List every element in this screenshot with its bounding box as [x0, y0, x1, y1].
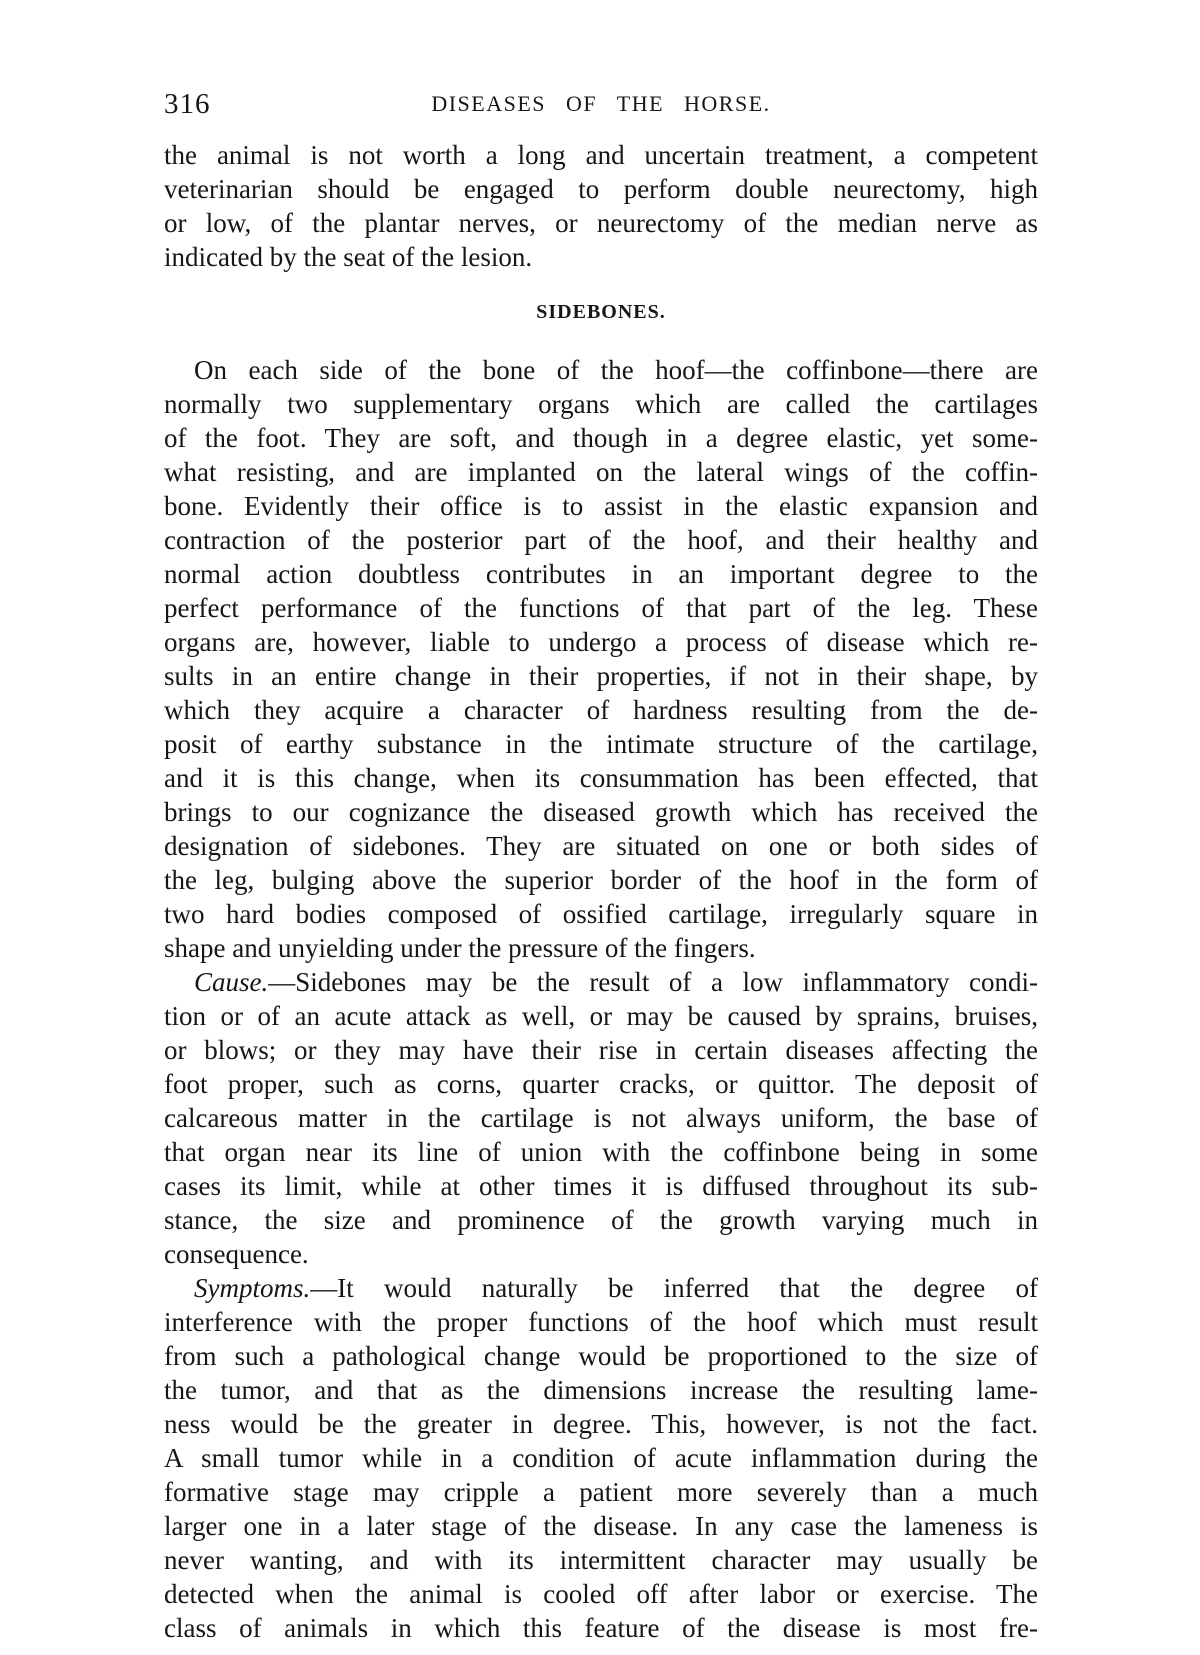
text-line: detected when the animal is cooled off after labor or exercise. The	[164, 1579, 1038, 1609]
text-line: On each side of the bone of the hoof—the coffinbone—there are	[194, 355, 1038, 385]
text-line: shape and unyielding under the pressure of the fingers.	[164, 933, 756, 963]
text-line: consequence.	[164, 1239, 309, 1269]
text-line: the animal is not worth a long and uncertain treatment, a competent	[164, 140, 1038, 170]
text-line: cases its limit, while at other times it is diffused throughout its sub-	[164, 1171, 1038, 1201]
paragraph	[164, 138, 1038, 274]
text-line: which they acquire a character of hardness resulting from the de-	[164, 695, 1038, 725]
paragraph	[164, 1271, 1038, 1645]
text-line: normally two supplementary organs which are called the cartilages	[164, 389, 1038, 419]
text-line: or low, of the plantar nerves, or neurectomy of the median nerve as	[164, 208, 1038, 238]
text-line: perfect performance of the functions of that part of the leg. These	[164, 593, 1038, 623]
text-line: the leg, bulging above the superior border of the hoof in the form of	[164, 865, 1038, 895]
text-line: brings to our cognizance the diseased growth which has received the	[164, 797, 1038, 827]
text-line: the tumor, and that as the dimensions increase the resulting lame-	[164, 1375, 1038, 1405]
body-text	[164, 138, 1038, 1645]
text-line: veterinarian should be engaged to perform double neurectomy, high	[164, 174, 1038, 204]
paragraph	[164, 965, 1038, 1271]
text-line: foot proper, such as corns, quarter cracks, or quittor. The deposit of	[164, 1069, 1038, 1099]
text-line: of the foot. They are soft, and though in a degree elastic, yet some-	[164, 423, 1038, 453]
text-line: normal action doubtless contributes in an important degree to the	[164, 559, 1038, 589]
paragraph-lead-italic: Symptoms.	[194, 1273, 311, 1303]
page-number: 316	[164, 88, 211, 120]
text-line: that organ near its line of union with the coffinbone being in some	[164, 1137, 1038, 1167]
text-line: designation of sidebones. They are situated on one or both sides of	[164, 831, 1038, 861]
text-line: two hard bodies composed of ossified cartilage, irregularly square in	[164, 899, 1038, 929]
text-line: sults in an entire change in their properties, if not in their shape, by	[164, 661, 1038, 691]
paragraph-lead-italic: Cause.	[194, 967, 269, 997]
text-line: calcareous matter in the cartilage is not always uniform, the base of	[164, 1103, 1038, 1133]
text-line: class of animals in which this feature of the disease is most fre-	[164, 1613, 1038, 1643]
text-line: Symptoms.—It would naturally be inferred that the degree of	[194, 1273, 1038, 1303]
text-line: and it is this change, when its consummation has been effected, that	[164, 763, 1038, 793]
text-line: or blows; or they may have their rise in certain diseases affecting the	[164, 1035, 1038, 1065]
text-line: interference with the proper functions of the hoof which must result	[164, 1307, 1038, 1337]
text-column	[164, 88, 1038, 1645]
text-line: organs are, however, liable to undergo a process of disease which re-	[164, 627, 1038, 657]
text-line: posit of earthy substance in the intimate structure of the cartilage,	[164, 729, 1038, 759]
text-line: stance, the size and prominence of the growth varying much in	[164, 1205, 1038, 1235]
text-line: never wanting, and with its intermittent character may usually be	[164, 1545, 1038, 1575]
paragraph	[164, 353, 1038, 965]
page-header	[164, 88, 1038, 122]
section-heading: SIDEBONES.	[536, 301, 666, 323]
text-line: A small tumor while in a condition of acute inflammation during the	[164, 1443, 1038, 1473]
running-title: DISEASES OF THE HORSE.	[431, 91, 771, 116]
text-line: larger one in a later stage of the disease. In any case the lameness is	[164, 1511, 1038, 1541]
text-line: bone. Evidently their office is to assist in the elastic expansion and	[164, 491, 1038, 521]
text-line: contraction of the posterior part of the hoof, and their healthy and	[164, 525, 1038, 555]
text-line: Cause.—Sidebones may be the result of a low inflammatory condi-	[194, 967, 1038, 997]
text-line: indicated by the seat of the lesion.	[164, 242, 533, 272]
text-line: tion or of an acute attack as well, or may be caused by sprains, bruises,	[164, 1001, 1038, 1031]
text-line: ness would be the greater in degree. This, however, is not the fact.	[164, 1409, 1038, 1439]
text-line: what resisting, and are implanted on the lateral wings of the coffin-	[164, 457, 1038, 487]
text-line: formative stage may cripple a patient more severely than a much	[164, 1477, 1038, 1507]
text-line: from such a pathological change would be proportioned to the size of	[164, 1341, 1038, 1371]
